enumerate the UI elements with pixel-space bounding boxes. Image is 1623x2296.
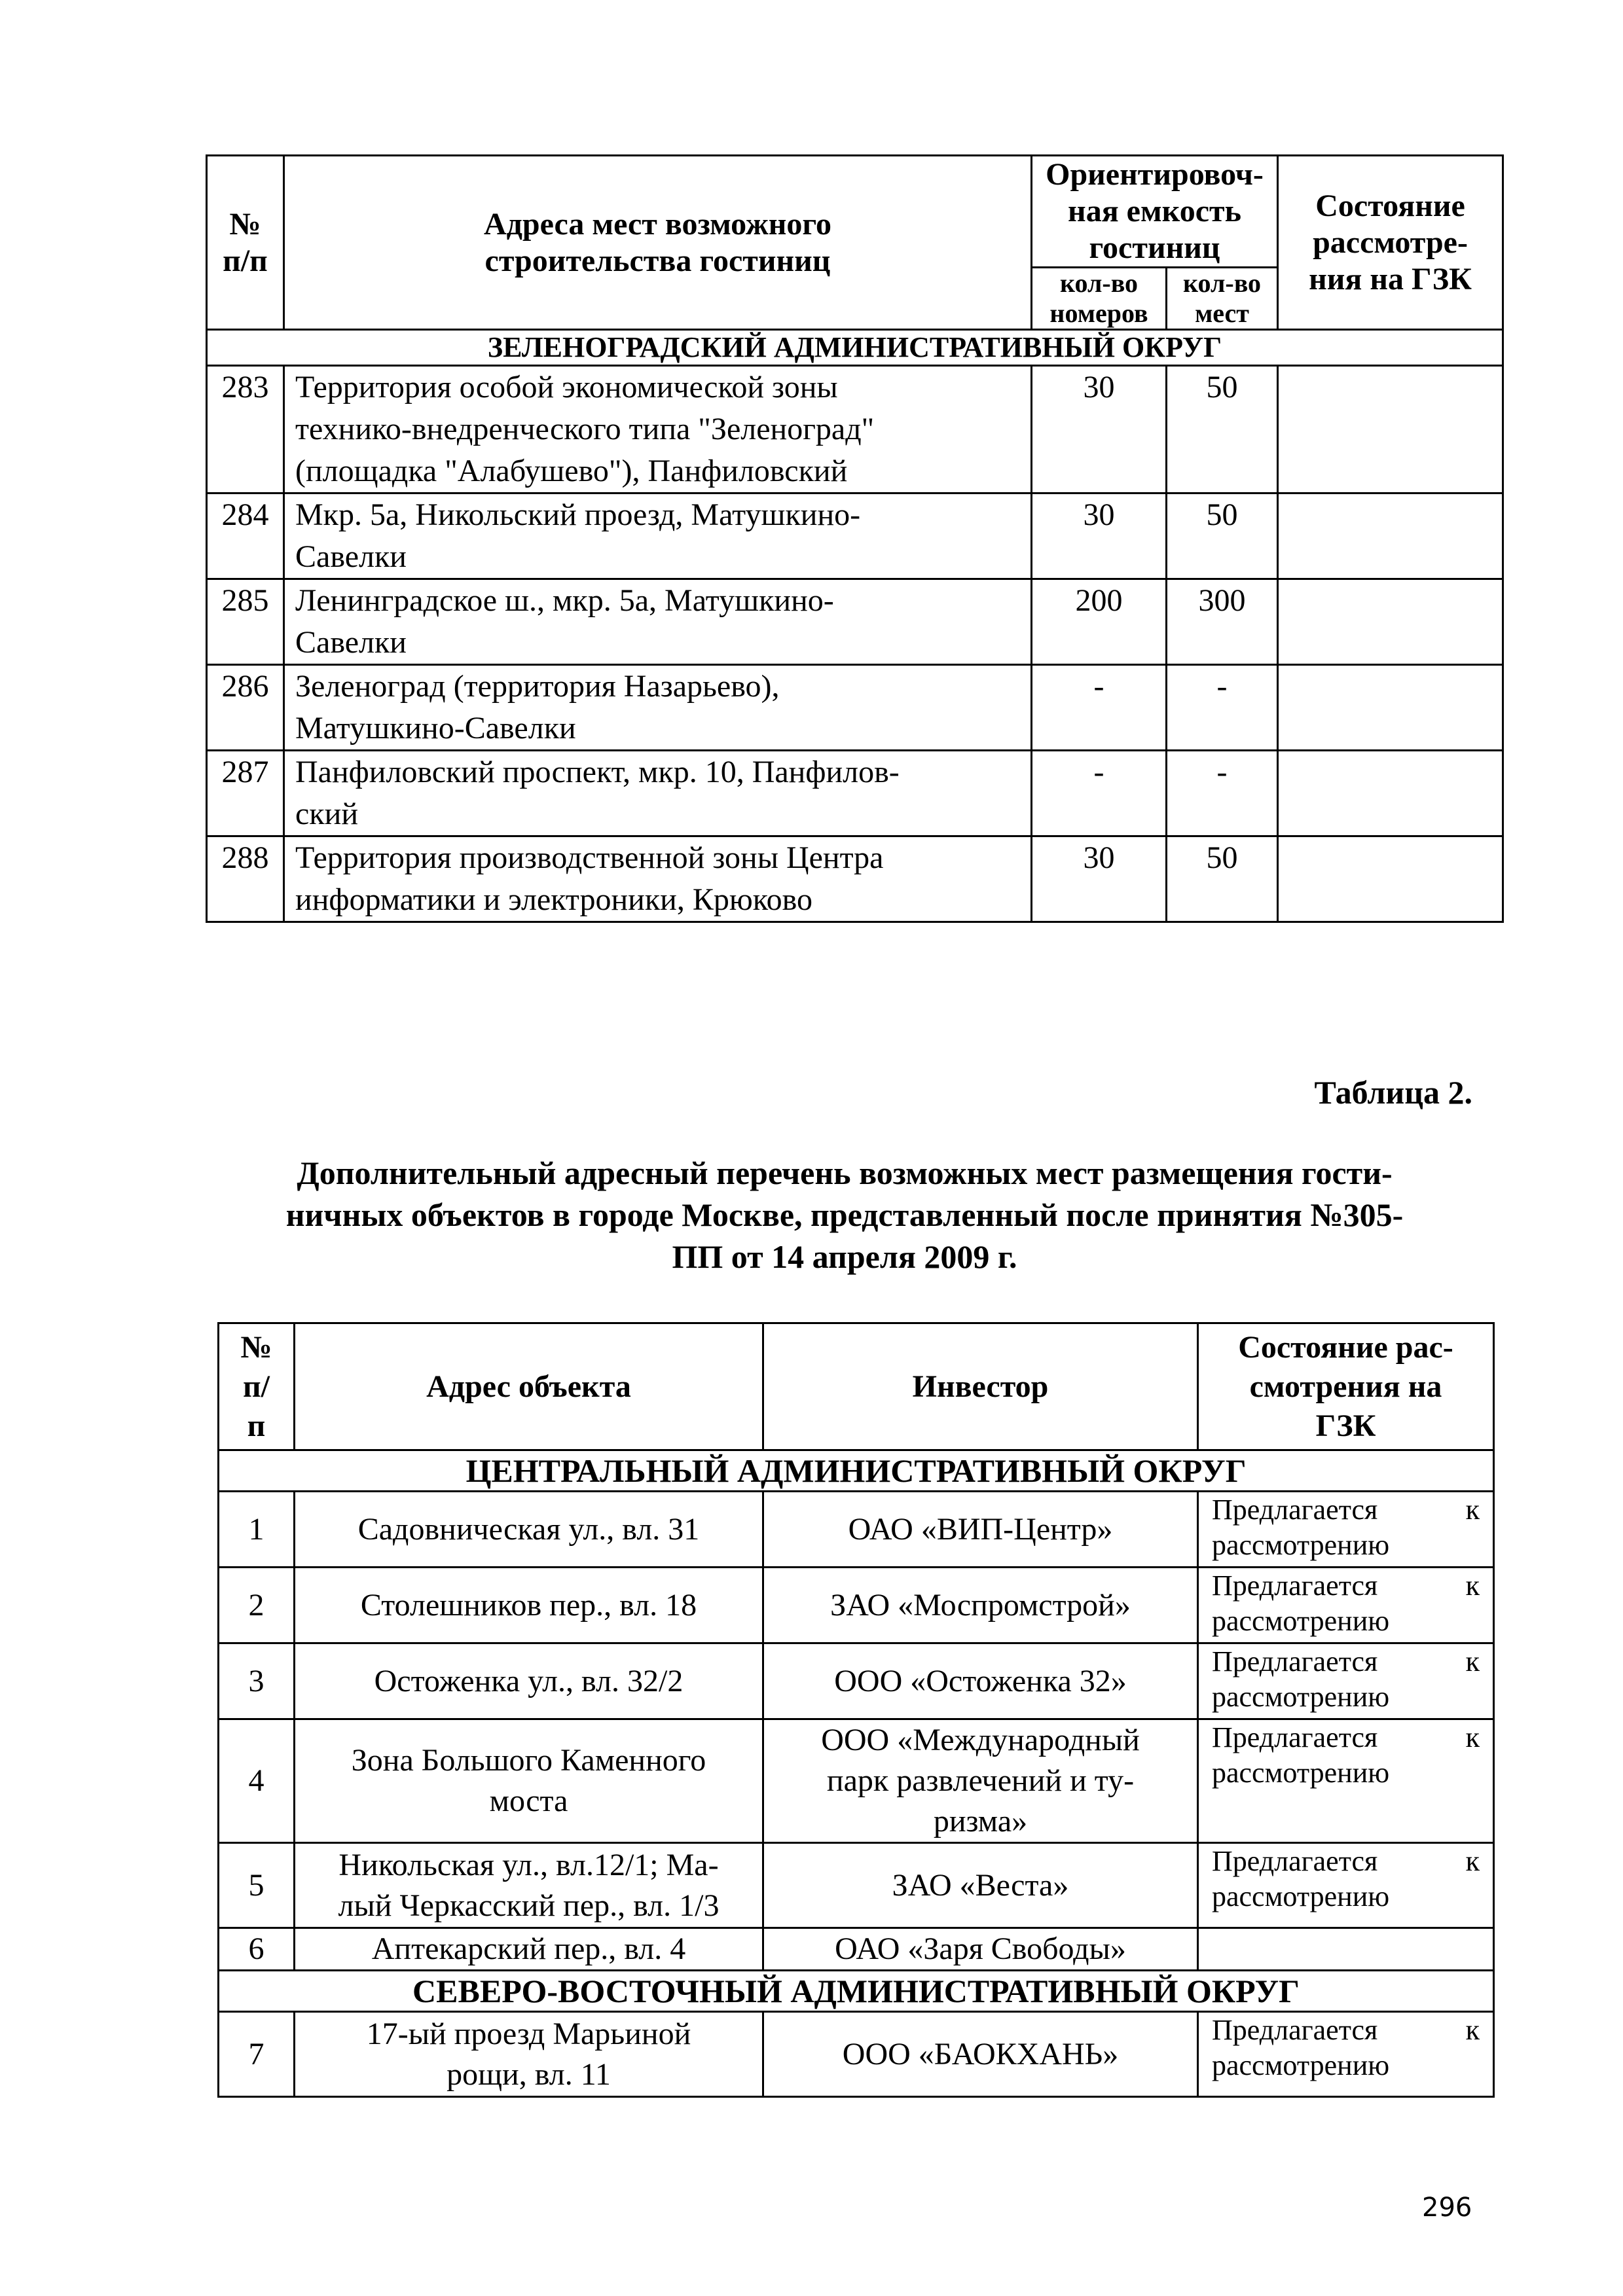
row-num: 7 [219, 2012, 295, 2097]
col-header-places: кол-во мест [1167, 268, 1278, 330]
row-rooms: 30 [1032, 836, 1167, 922]
row-status [1198, 2012, 1494, 2097]
table-row [207, 366, 1503, 493]
status-text: Предлагается [1212, 1845, 1378, 1877]
status-text: рассмотрению [1212, 2049, 1390, 2081]
row-places: 50 [1167, 493, 1278, 579]
status-text: к [1465, 1645, 1480, 1677]
row-investor: ЗАО «Моспромстрой» [763, 1568, 1198, 1643]
col-header-status: Состояние рас- смотрения на ГЗК [1198, 1323, 1494, 1450]
status-text: к [1465, 2014, 1480, 2046]
row-address: 17-ый проезд Марьиной рощи, вл. 11 [295, 2012, 763, 2097]
row-num: 288 [207, 836, 284, 922]
table-row [219, 1719, 1494, 1843]
row-address: Садовническая ул., вл. 31 [295, 1492, 763, 1568]
row-status [1198, 1719, 1494, 1843]
row-status [1278, 493, 1503, 579]
row-places: 300 [1167, 579, 1278, 665]
row-num: 4 [219, 1719, 295, 1843]
table-row [219, 2012, 1494, 2097]
row-num: 2 [219, 1568, 295, 1643]
row-investor: ООО «БАОКХАНЬ» [763, 2012, 1198, 2097]
row-address: Остоженка ул., вл. 32/2 [295, 1643, 763, 1719]
row-status [1198, 1568, 1494, 1643]
table-row [219, 1492, 1494, 1568]
row-rooms: - [1032, 751, 1167, 836]
row-status [1198, 1492, 1494, 1568]
col-header-num: № п/ п [219, 1323, 295, 1450]
row-address: Панфиловский проспект, мкр. 10, Панфилов- ский [284, 751, 1032, 836]
row-status [1278, 836, 1503, 922]
col-header-rooms: кол-во номеров [1032, 268, 1167, 330]
district-heading: ЦЕНТРАЛЬНЫЙ АДМИНИСТРАТИВНЫЙ ОКРУГ [219, 1450, 1494, 1492]
row-investor: ЗАО «Веста» [763, 1843, 1198, 1928]
status-text: к [1465, 1494, 1480, 1526]
row-investor: ОАО «ВИП-Центр» [763, 1492, 1198, 1568]
status-text: рассмотрению [1212, 1529, 1390, 1561]
row-status [1198, 1843, 1494, 1928]
row-investor: ОАО «Заря Свободы» [763, 1928, 1198, 1971]
table-row [207, 836, 1503, 922]
status-text: Предлагается [1212, 1494, 1378, 1526]
row-status [1278, 579, 1503, 665]
row-status [1278, 751, 1503, 836]
col-header-address: Адрес объекта [295, 1323, 763, 1450]
row-status [1198, 1643, 1494, 1719]
status-text: Предлагается [1212, 1570, 1378, 1602]
row-num: 285 [207, 579, 284, 665]
status-text: рассмотрению [1212, 1605, 1390, 1637]
row-address: Мкр. 5а, Никольский проезд, Матушкино- Савелки [284, 493, 1032, 579]
table-caption-title: Дополнительный адресный перечень возможных мест размещения гости- ничных объектов в городе Москве, представленный после принятия №305- ПП от 14 апреля 2009 г. [285, 1155, 1404, 1275]
row-investor: ООО «Остоженка 32» [763, 1643, 1198, 1719]
table-row [207, 751, 1503, 836]
row-num: 6 [219, 1928, 295, 1971]
status-text: Предлагается [1212, 1645, 1378, 1677]
row-rooms: - [1032, 665, 1167, 751]
district-heading: ЗЕЛЕНОГРАДСКИЙ АДМИНИСТРАТИВНЫЙ ОКРУГ [207, 330, 1503, 366]
row-rooms: 30 [1032, 366, 1167, 493]
table-row [219, 1568, 1494, 1643]
table-row [219, 1843, 1494, 1928]
row-num: 5 [219, 1843, 295, 1928]
row-places: 50 [1167, 836, 1278, 922]
row-num: 1 [219, 1492, 295, 1568]
row-num: 283 [207, 366, 284, 493]
col-header-capacity: Ориентировоч- ная емкость гостиниц [1032, 156, 1278, 268]
status-text: рассмотрению [1212, 1880, 1390, 1912]
status-text: к [1465, 1570, 1480, 1602]
table-row [207, 493, 1503, 579]
row-investor: ООО «Международный парк развлечений и ту- ризма» [763, 1719, 1198, 1843]
row-places: - [1167, 751, 1278, 836]
row-num: 284 [207, 493, 284, 579]
table-row [207, 665, 1503, 751]
row-num: 3 [219, 1643, 295, 1719]
row-address: Ленинградское ш., мкр. 5а, Матушкино- Савелки [284, 579, 1032, 665]
row-rooms: 200 [1032, 579, 1167, 665]
additional-hotel-sites-table [217, 1322, 1495, 2098]
row-address: Никольская ул., вл.12/1; Ма- лый Черкасский пер., вл. 1/3 [295, 1843, 763, 1928]
row-status [1278, 665, 1503, 751]
row-num: 286 [207, 665, 284, 751]
row-address: Аптекарский пер., вл. 4 [295, 1928, 763, 1971]
col-header-investor: Инвестор [763, 1323, 1198, 1450]
district-heading: СЕВЕРО-ВОСТОЧНЫЙ АДМИНИСТРАТИВНЫЙ ОКРУГ [219, 1971, 1494, 2012]
row-address: Зеленоград (территория Назарьево), Матушкино-Савелки [284, 665, 1032, 751]
table-row [207, 579, 1503, 665]
status-text: рассмотрению [1212, 1757, 1390, 1789]
table-caption-label: Таблица 2. [1314, 1074, 1472, 1111]
row-status [1278, 366, 1503, 493]
col-header-status: Состояние рассмотре- ния на ГЗК [1278, 156, 1503, 330]
status-text: Предлагается [1212, 1721, 1378, 1753]
status-text: к [1465, 1845, 1480, 1877]
row-address: Столешников пер., вл. 18 [295, 1568, 763, 1643]
page-number: 296 [1422, 2193, 1472, 2223]
row-address: Зона Большого Каменного моста [295, 1719, 763, 1843]
row-places: - [1167, 665, 1278, 751]
col-header-num: № п/п [207, 156, 284, 330]
status-text: рассмотрению [1212, 1681, 1390, 1713]
row-num: 287 [207, 751, 284, 836]
row-places: 50 [1167, 366, 1278, 493]
status-text: Предлагается [1212, 2014, 1378, 2046]
status-text: к [1465, 1721, 1480, 1753]
hotel-sites-table [206, 154, 1504, 923]
row-address: Территория производственной зоны Центра информатики и электроники, Крюково [284, 836, 1032, 922]
row-address: Территория особой экономической зоны технико-внедренческого типа "Зеленоград" (площадка "Алабушево"), Панфиловский [284, 366, 1032, 493]
col-header-address: Адреса мест возможного строительства гостиниц [284, 156, 1032, 330]
row-status [1198, 1928, 1494, 1971]
table-row [219, 1928, 1494, 1971]
table-row [219, 1643, 1494, 1719]
row-rooms: 30 [1032, 493, 1167, 579]
